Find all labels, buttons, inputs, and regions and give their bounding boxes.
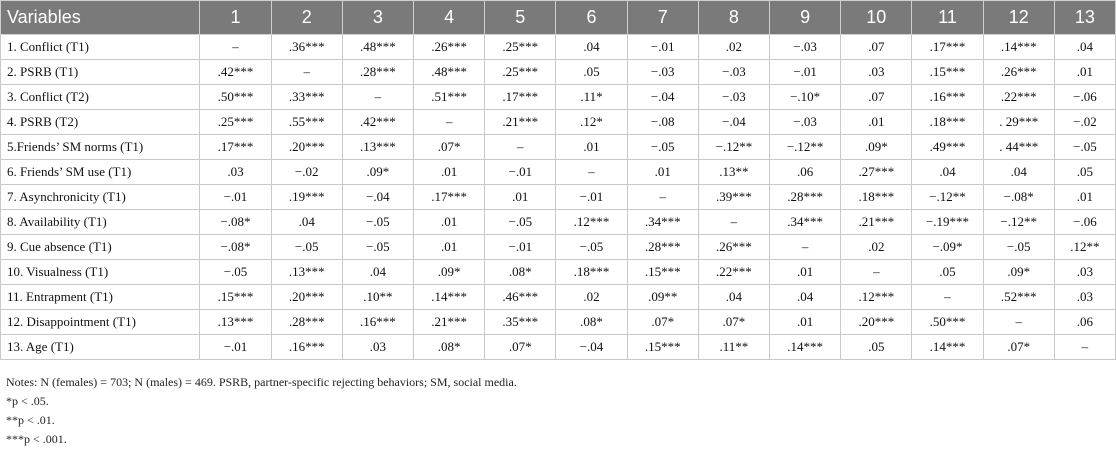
table-cell: .22***	[983, 85, 1054, 110]
table-cell: .25***	[485, 35, 556, 60]
header-col-6: 6	[556, 1, 627, 35]
table-cell: −.03	[770, 35, 841, 60]
table-cell: −.08*	[983, 185, 1054, 210]
table-cell: .04	[556, 35, 627, 60]
table-cell: .42***	[342, 110, 413, 135]
header-variables: Variables	[1, 1, 200, 35]
table-cell: .33***	[271, 85, 342, 110]
table-cell: . 29***	[983, 110, 1054, 135]
row-variable-label: 6. Friends’ SM use (T1)	[1, 160, 200, 185]
table-cell: .26***	[414, 35, 485, 60]
table-cell: −.05	[627, 135, 698, 160]
row-variable-label: 11. Entrapment (T1)	[1, 285, 200, 310]
table-cell: −.12**	[698, 135, 769, 160]
row-variable-label: 3. Conflict (T2)	[1, 85, 200, 110]
table-cell: .01	[414, 160, 485, 185]
table-cell: −.08	[627, 110, 698, 135]
table-cell: .09**	[627, 285, 698, 310]
table-cell: . 44***	[983, 135, 1054, 160]
row-variable-label: 12. Disappointment (T1)	[1, 310, 200, 335]
table-cell: .17***	[200, 135, 271, 160]
row-variable-label: 1. Conflict (T1)	[1, 35, 200, 60]
table-cell: −.12**	[770, 135, 841, 160]
table-cell: –	[271, 60, 342, 85]
table-cell: .01	[841, 110, 912, 135]
header-col-8: 8	[698, 1, 769, 35]
table-cell: .11*	[556, 85, 627, 110]
table-cell: −.06	[1054, 210, 1115, 235]
table-row	[1, 160, 1116, 185]
table-cell: .16***	[912, 85, 983, 110]
table-cell: .17***	[912, 35, 983, 60]
table-cell: .09*	[342, 160, 413, 185]
table-cell: .16***	[271, 335, 342, 360]
table-cell: .05	[1054, 160, 1115, 185]
table-cell: .01	[1054, 185, 1115, 210]
table-row	[1, 110, 1116, 135]
table-cell: .19***	[271, 185, 342, 210]
table-cell: −.05	[1054, 135, 1115, 160]
table-cell: .07*	[698, 310, 769, 335]
table-cell: −.03	[770, 110, 841, 135]
table-header-row	[1, 1, 1116, 35]
table-cell: .02	[841, 235, 912, 260]
table-cell: –	[556, 160, 627, 185]
table-cell: .12***	[556, 210, 627, 235]
table-cell: .13***	[200, 310, 271, 335]
header-col-13: 13	[1054, 1, 1115, 35]
table-row	[1, 260, 1116, 285]
table-cell: .01	[770, 310, 841, 335]
table-cell: .08*	[485, 260, 556, 285]
table-cell: .18***	[912, 110, 983, 135]
table-cell: .09*	[841, 135, 912, 160]
table-cell: .15***	[200, 285, 271, 310]
table-cell: −.12**	[983, 210, 1054, 235]
table-cell: −.01	[627, 35, 698, 60]
table-cell: .03	[342, 335, 413, 360]
table-cell: –	[841, 260, 912, 285]
table-cell: .07*	[983, 335, 1054, 360]
table-cell: .01	[627, 160, 698, 185]
table-cell: −.01	[200, 335, 271, 360]
table-cell: −.10*	[770, 85, 841, 110]
table-cell: .07*	[485, 335, 556, 360]
table-cell: –	[698, 210, 769, 235]
table-cell: –	[627, 185, 698, 210]
table-cell: −.05	[556, 235, 627, 260]
notes-p001: ***p < .001.	[6, 432, 67, 446]
table-cell: .28***	[627, 235, 698, 260]
table-cell: –	[1054, 335, 1115, 360]
table-row	[1, 60, 1116, 85]
table-cell: .05	[912, 260, 983, 285]
table-notes	[6, 373, 517, 449]
table-cell: −.03	[698, 60, 769, 85]
table-cell: .18***	[556, 260, 627, 285]
row-variable-label: 9. Cue absence (T1)	[1, 235, 200, 260]
table-cell: .01	[414, 210, 485, 235]
table-cell: −.02	[1054, 110, 1115, 135]
table-cell: .52***	[983, 285, 1054, 310]
table-cell: .07*	[627, 310, 698, 335]
table-cell: .14***	[912, 335, 983, 360]
header-col-2: 2	[271, 1, 342, 35]
row-variable-label: 2. PSRB (T1)	[1, 60, 200, 85]
table-cell: .34***	[770, 210, 841, 235]
table-cell: .08*	[414, 335, 485, 360]
table-cell: .51***	[414, 85, 485, 110]
table-body	[1, 35, 1116, 360]
table-cell: .02	[698, 35, 769, 60]
table-cell: .03	[1054, 285, 1115, 310]
table-cell: .01	[485, 185, 556, 210]
table-cell: .34***	[627, 210, 698, 235]
table-cell: .35***	[485, 310, 556, 335]
table-cell: .01	[556, 135, 627, 160]
table-cell: .13***	[342, 135, 413, 160]
table-cell: .36***	[271, 35, 342, 60]
header-col-5: 5	[485, 1, 556, 35]
table-cell: −.05	[485, 210, 556, 235]
table-cell: .20***	[841, 310, 912, 335]
table-cell: .07	[841, 35, 912, 60]
table-cell: .01	[1054, 60, 1115, 85]
header-col-10: 10	[841, 1, 912, 35]
table-cell: .14***	[770, 335, 841, 360]
table-cell: −.01	[485, 160, 556, 185]
table-cell: −.06	[1054, 85, 1115, 110]
table-cell: .03	[841, 60, 912, 85]
table-cell: −.05	[342, 235, 413, 260]
table-cell: −.05	[342, 210, 413, 235]
header-col-9: 9	[770, 1, 841, 35]
table-cell: −.04	[698, 110, 769, 135]
table-cell: .28***	[770, 185, 841, 210]
table-cell: .28***	[342, 60, 413, 85]
table-row	[1, 285, 1116, 310]
table-cell: −.04	[342, 185, 413, 210]
row-variable-label: 4. PSRB (T2)	[1, 110, 200, 135]
row-variable-label: 13. Age (T1)	[1, 335, 200, 360]
table-cell: −.05	[200, 260, 271, 285]
table-cell: .02	[556, 285, 627, 310]
header-col-11: 11	[912, 1, 983, 35]
table-cell: .14***	[983, 35, 1054, 60]
table-cell: –	[414, 110, 485, 135]
table-cell: .50***	[200, 85, 271, 110]
table-cell: −.09*	[912, 235, 983, 260]
table-row	[1, 335, 1116, 360]
table-cell: .28***	[271, 310, 342, 335]
table-cell: .42***	[200, 60, 271, 85]
table-row	[1, 210, 1116, 235]
table-cell: −.19***	[912, 210, 983, 235]
table-cell: .01	[414, 235, 485, 260]
table-cell: .26***	[983, 60, 1054, 85]
table-cell: −.03	[698, 85, 769, 110]
table-cell: .03	[200, 160, 271, 185]
table-cell: −.08*	[200, 235, 271, 260]
table-cell: .46***	[485, 285, 556, 310]
header-col-12: 12	[983, 1, 1054, 35]
table-cell: .17***	[414, 185, 485, 210]
header-col-4: 4	[414, 1, 485, 35]
table-cell: .55***	[271, 110, 342, 135]
table-cell: −.03	[627, 60, 698, 85]
table-cell: −.05	[983, 235, 1054, 260]
table-cell: −.01	[485, 235, 556, 260]
table-cell: .06	[1054, 310, 1115, 335]
table-cell: .21***	[485, 110, 556, 135]
table-cell: .04	[271, 210, 342, 235]
row-variable-label: 10. Visualness (T1)	[1, 260, 200, 285]
table-cell: .09*	[983, 260, 1054, 285]
table-cell: .04	[342, 260, 413, 285]
notes-sample-sizes: Notes: N (females) = 703; N (males) = 469. PSRB, partner-specific rejecting behaviors; SM, social media.	[6, 375, 517, 389]
table-cell: .39***	[698, 185, 769, 210]
table-cell: .08*	[556, 310, 627, 335]
table-cell: –	[912, 285, 983, 310]
table-cell: .01	[770, 260, 841, 285]
table-cell: .14***	[414, 285, 485, 310]
table-cell: .05	[556, 60, 627, 85]
table-cell: −.01	[556, 185, 627, 210]
table-cell: −.02	[271, 160, 342, 185]
table-cell: .20***	[271, 135, 342, 160]
table-cell: .15***	[627, 260, 698, 285]
table-cell: .10**	[342, 285, 413, 310]
table-cell: .16***	[342, 310, 413, 335]
table-cell: −.08*	[200, 210, 271, 235]
table-cell: −.04	[627, 85, 698, 110]
table-cell: .25***	[200, 110, 271, 135]
table-cell: .25***	[485, 60, 556, 85]
table-cell: .04	[698, 285, 769, 310]
table-row	[1, 85, 1116, 110]
table-cell: .04	[1054, 35, 1115, 60]
row-variable-label: 5.Friends’ SM norms (T1)	[1, 135, 200, 160]
table-cell: .22***	[698, 260, 769, 285]
table-cell: –	[770, 235, 841, 260]
notes-p01: **p < .01.	[6, 413, 55, 427]
table-cell: −.05	[271, 235, 342, 260]
table-cell: .27***	[841, 160, 912, 185]
notes-p05: *p < .05.	[6, 394, 49, 408]
table-row	[1, 185, 1116, 210]
table-cell: .13***	[271, 260, 342, 285]
table-cell: .20***	[271, 285, 342, 310]
table-cell: .15***	[912, 60, 983, 85]
table-cell: .50***	[912, 310, 983, 335]
table-cell: .12**	[1054, 235, 1115, 260]
header-col-7: 7	[627, 1, 698, 35]
table-cell: .15***	[627, 335, 698, 360]
table-cell: .18***	[841, 185, 912, 210]
table-cell: −.01	[200, 185, 271, 210]
table-cell: .12*	[556, 110, 627, 135]
table-row	[1, 235, 1116, 260]
table-cell: .49***	[912, 135, 983, 160]
header-col-1: 1	[200, 1, 271, 35]
table-row	[1, 135, 1116, 160]
table-cell: .04	[983, 160, 1054, 185]
table-cell: .05	[841, 335, 912, 360]
table-cell: −.01	[770, 60, 841, 85]
table-cell: .13**	[698, 160, 769, 185]
table-cell: .04	[770, 285, 841, 310]
table-cell: .07*	[414, 135, 485, 160]
table-cell: –	[485, 135, 556, 160]
row-variable-label: 8. Availability (T1)	[1, 210, 200, 235]
table-cell: .12***	[841, 285, 912, 310]
table-cell: .48***	[342, 35, 413, 60]
table-cell: .26***	[698, 235, 769, 260]
row-variable-label: 7. Asynchronicity (T1)	[1, 185, 200, 210]
table-row	[1, 310, 1116, 335]
table-cell: .03	[1054, 260, 1115, 285]
table-cell: .21***	[414, 310, 485, 335]
table-cell: .06	[770, 160, 841, 185]
table-row	[1, 35, 1116, 60]
table-cell: .04	[912, 160, 983, 185]
table-cell: −.12**	[912, 185, 983, 210]
table-cell: −.04	[556, 335, 627, 360]
table-cell: .11**	[698, 335, 769, 360]
table-cell: –	[983, 310, 1054, 335]
table-cell: .21***	[841, 210, 912, 235]
table-cell: .07	[841, 85, 912, 110]
table-cell: –	[342, 85, 413, 110]
table-cell: .09*	[414, 260, 485, 285]
table-cell: .17***	[485, 85, 556, 110]
table-cell: .48***	[414, 60, 485, 85]
table-cell: –	[200, 35, 271, 60]
header-col-3: 3	[342, 1, 413, 35]
